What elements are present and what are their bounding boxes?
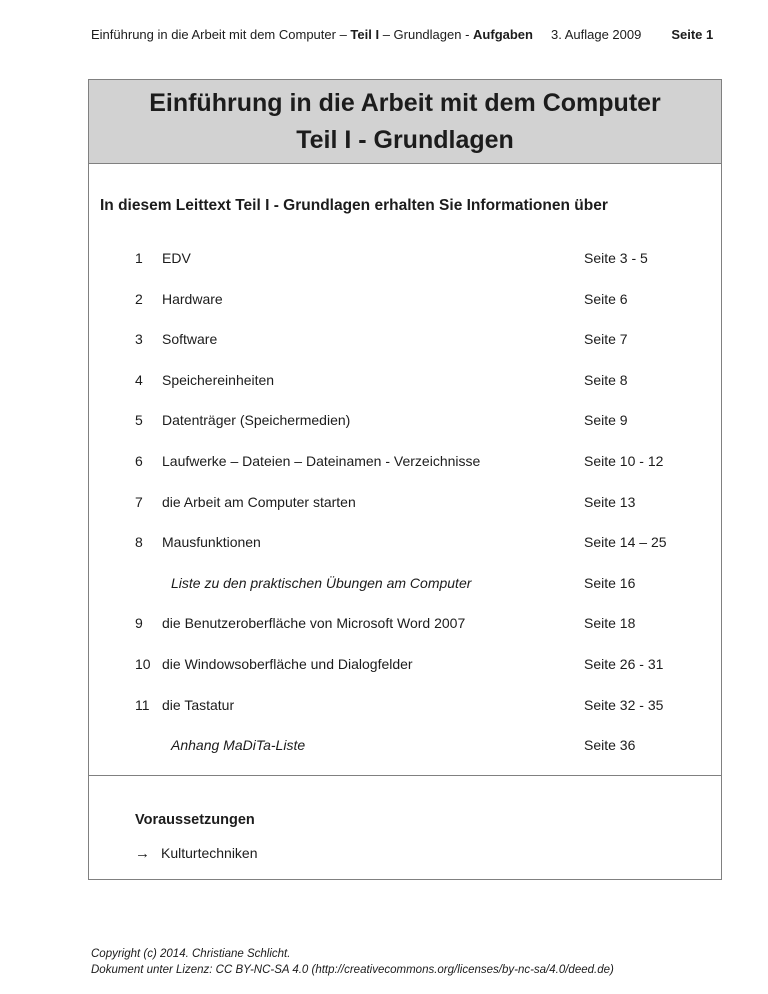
- toc-section: [88, 164, 722, 776]
- toc-row: [89, 330, 721, 371]
- footer-copyright: Copyright (c) 2014. Christiane Schlicht.: [91, 948, 291, 960]
- prerequisites-item-label: Kulturtechniken: [161, 845, 258, 861]
- toc-item-label: Speichereinheiten: [162, 371, 275, 388]
- toc-row: [89, 655, 721, 696]
- toc-item-label: Hardware: [162, 290, 223, 307]
- header-title-part2: – Grundlagen -: [379, 27, 474, 42]
- page-header: [91, 27, 731, 43]
- title-line-2: Teil I - Grundlagen: [296, 125, 514, 154]
- toc-item-page: Seite 13: [584, 493, 636, 510]
- toc-item-label: Liste zu den praktischen Übungen am Computer: [171, 574, 472, 591]
- toc-item-label: Datenträger (Speichermedien): [162, 412, 351, 429]
- footer-license: Dokument unter Lizenz: CC BY-NC-SA 4.0 (http://creativecommons.org/licenses/by-nc-sa/4.0/deed.de): [91, 964, 614, 976]
- toc-item-number: 5: [135, 412, 143, 429]
- toc-item-label: die Windowsoberfläche und Dialogfelder: [162, 655, 413, 672]
- toc-item-page: Seite 6: [584, 290, 628, 307]
- toc-row: [89, 249, 721, 290]
- toc-item-label: Mausfunktionen: [162, 534, 261, 551]
- toc-list: [89, 249, 721, 776]
- toc-row: [89, 290, 721, 331]
- toc-item-page: Seite 32 - 35: [584, 696, 664, 713]
- header-title-part1: Einführung in die Arbeit mit dem Computer –: [91, 27, 351, 42]
- toc-item-number: 4: [135, 371, 143, 388]
- toc-item-page: Seite 16: [584, 574, 636, 591]
- toc-item-number: 11: [135, 696, 150, 713]
- toc-item-label: Anhang MaDiTa-Liste: [171, 737, 306, 754]
- toc-item-page: Seite 10 - 12: [584, 452, 664, 469]
- toc-row: [89, 371, 721, 412]
- toc-item-number: 1: [135, 250, 143, 266]
- toc-item-label: die Arbeit am Computer starten: [162, 493, 356, 510]
- toc-item-label: EDV: [162, 250, 191, 266]
- toc-row: [89, 696, 721, 737]
- header-edition: 3. Auflage 2009: [550, 27, 642, 42]
- toc-item-number: 6: [135, 452, 143, 469]
- toc-item-page: Seite 3 - 5: [584, 250, 648, 266]
- toc-item-number: 2: [135, 290, 143, 307]
- toc-row: [89, 614, 721, 655]
- toc-item-number: 9: [135, 615, 143, 632]
- toc-intro: In diesem Leittext Teil I - Grundlagen erhalten Sie Informationen über: [100, 197, 608, 214]
- toc-item-number: 3: [135, 331, 143, 348]
- title-line-1: Einführung in die Arbeit mit dem Computer: [149, 88, 661, 117]
- toc-item-page: Seite 8: [584, 371, 628, 388]
- toc-row: [89, 533, 721, 574]
- right-arrow-icon: →: [135, 845, 150, 862]
- prerequisites-section: [88, 776, 722, 880]
- toc-item-number: 7: [135, 493, 143, 510]
- prerequisites-item: [135, 844, 721, 863]
- toc-item-label: Laufwerke – Dateien – Dateinamen - Verzeichnisse: [162, 452, 481, 469]
- document-title-box: [88, 79, 722, 164]
- toc-item-label: Software: [162, 331, 218, 348]
- toc-item-page: Seite 14 – 25: [584, 534, 667, 551]
- toc-item-page: Seite 36: [584, 737, 636, 754]
- toc-item-page: Seite 7: [584, 331, 628, 348]
- toc-row: [89, 736, 721, 776]
- toc-row: [89, 411, 721, 452]
- toc-item-label: die Tastatur: [162, 696, 235, 713]
- header-page-number: Seite 1: [671, 27, 714, 42]
- toc-item-page: Seite 18: [584, 615, 636, 632]
- prerequisites-heading: Voraussetzungen: [135, 812, 255, 828]
- header-title-bold1: Teil I: [350, 27, 380, 42]
- toc-item-number: 10: [135, 655, 151, 672]
- toc-row: [89, 493, 721, 534]
- toc-item-number: 8: [135, 534, 143, 551]
- toc-item-page: Seite 26 - 31: [584, 655, 664, 672]
- toc-item-page: Seite 9: [584, 412, 628, 429]
- toc-item-label: die Benutzeroberfläche von Microsoft Word 2007: [162, 615, 466, 632]
- toc-row: [89, 574, 721, 615]
- header-title-bold2: Aufgaben: [473, 27, 533, 42]
- toc-row: [89, 452, 721, 493]
- footer: [91, 946, 614, 978]
